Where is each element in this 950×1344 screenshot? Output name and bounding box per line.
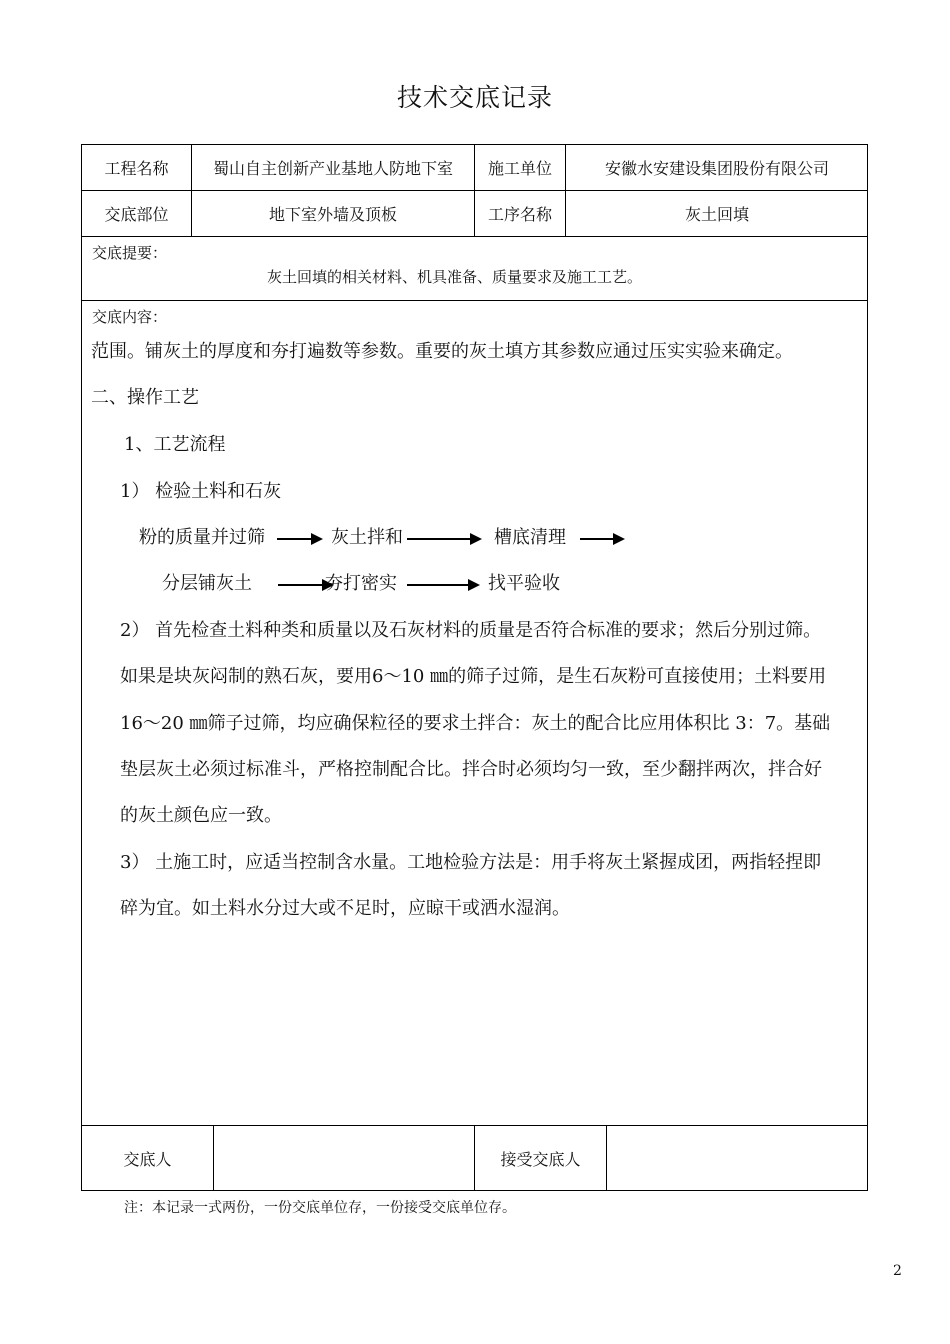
- section-heading: 二、操作工艺: [91, 387, 199, 408]
- summary-label: 交底提要：: [92, 244, 168, 262]
- flow-item-1: 1） 检验土料和石灰: [120, 481, 282, 502]
- process-label: 工序名称: [487, 205, 552, 224]
- discloser-field[interactable]: [214, 1126, 474, 1191]
- project-name-value: 蜀山自主创新产业基地人防地下室: [212, 159, 453, 178]
- paragraph-line: 2） 首先检查土料种类和质量以及石灰材料的质量是否符合标准的要求；然后分别过筛。: [120, 620, 822, 641]
- disclosure-table: [81, 144, 868, 1191]
- arrow-right-icon: [277, 533, 323, 545]
- page-title: 技术交底记录: [396, 83, 553, 112]
- process-value: 灰土回填: [684, 205, 749, 224]
- row-divider: [82, 300, 867, 301]
- flow-step: 夯打密实: [325, 573, 397, 594]
- paragraph-line: 3） 土施工时，应适当控制含水量。工地检验方法是：用手将灰土紧握成团，两指轻捏即: [120, 852, 822, 873]
- paragraph-line: 的灰土颜色应一致。: [120, 805, 282, 826]
- part-label: 交底部位: [104, 205, 169, 224]
- receiver-label: 接受交底人: [500, 1150, 581, 1169]
- flow-step: 灰土拌和: [331, 527, 403, 548]
- arrow-right-icon: [407, 579, 480, 591]
- paragraph-line: 如果是块灰闷制的熟石灰，要用6～10 ㎜的筛子过筛，是生石灰粉可直接使用；土料要用: [120, 666, 827, 687]
- content-intro: 范围。铺灰土的厚度和夯打遍数等参数。重要的灰土填方其参数应通过压实实验来确定。: [91, 341, 793, 362]
- paragraph-line: 碎为宜。如土料水分过大或不足时，应晾干或洒水湿润。: [120, 898, 570, 919]
- discloser-label: 交底人: [123, 1150, 172, 1169]
- summary-text: 灰土回填的相关材料、机具准备、质量要求及施工工艺。: [267, 268, 643, 286]
- flow-step: 分层铺灰土: [162, 573, 252, 594]
- paragraph-line: 垫层灰土必须过标准斗，严格控制配合比。拌合时必须均匀一致，至少翻拌两次，拌合好: [120, 759, 822, 780]
- flow-step: 槽底清理: [494, 527, 566, 548]
- contractor-value: 安徽水安建设集团股份有限公司: [604, 159, 829, 178]
- row-divider: [82, 236, 867, 237]
- contractor-label: 施工单位: [487, 159, 552, 178]
- content-label: 交底内容：: [92, 308, 168, 326]
- flow-step: 找平验收: [488, 573, 560, 594]
- project-name-label: 工程名称: [104, 159, 169, 178]
- arrow-right-icon: [580, 533, 625, 545]
- subsection-heading: 1、工艺流程: [124, 434, 226, 455]
- flow-step: 粉的质量并过筛: [139, 527, 265, 548]
- paragraph-line: 16～20 ㎜筛子过筛，均应确保粒径的要求土拌合：灰土的配合比应用体积比 3：7。基础: [120, 713, 831, 734]
- page-number: 2: [893, 1263, 902, 1279]
- part-value: 地下室外墙及顶板: [268, 205, 397, 224]
- receiver-field[interactable]: [607, 1126, 868, 1191]
- arrow-right-icon: [407, 533, 482, 545]
- footnote: 注：本记录一式两份，一份交底单位存，一份接受交底单位存。: [124, 1200, 516, 1216]
